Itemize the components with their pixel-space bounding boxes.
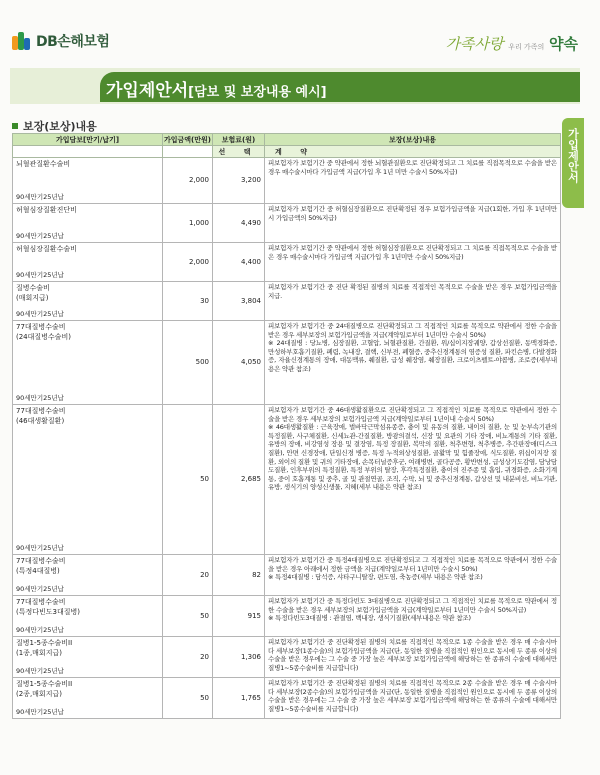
coverage-cell	[13, 596, 163, 637]
coverage-cell	[13, 321, 163, 405]
description-cell	[265, 204, 561, 243]
amount-cell: 50	[163, 596, 213, 637]
description-text: 피보험자가 보험기간 중 진단확정된 질병의 치료를 직접적인 목적으로 2종 수술을 받은 경우 매 수술시마다 세부보장(2종수술)의 보험가입금액을 지급(단, 동일한 질병을 직접적인 원인으로 동시에 두 종류 이상의 수술을 받은 경우에는 그 수술 중 가장 높은 세부보장 보험가입금액에 해당하는 한 종류의 수술에 대해서만 질병1~5종수술비를 지급합니다)	[268, 679, 557, 713]
description-cell	[265, 678, 561, 719]
slogan-small: 우리 가족의	[508, 43, 545, 51]
description-text: 피보험자가 보험기간 중 진단 확정된 질병의 치료를 직접적인 목적으로 수술을 받은 경우 보험가입금액을 지급.	[268, 283, 557, 300]
premium-cell: 4,050	[213, 321, 265, 405]
coverage-name: 77대질병수술비 (특정4대질병)	[16, 557, 66, 575]
coverage-term: 90세만기25년납	[16, 193, 64, 201]
db-logo-icon	[12, 30, 32, 52]
description-text: 피보험자가 보험기간 중 약관에서 정한 허혈심장질환으로 진단확정되고 그 치료를 직접목적으로 수술을 받은 경우 매수술시마다 가입금액 지급(가입 후 1년미만 수술시 50%지급)	[268, 244, 557, 261]
slogan-main: 가족사랑	[445, 35, 504, 53]
amount-cell: 2,000	[163, 158, 213, 204]
table-row	[13, 596, 561, 637]
col-premium: 보험료(원)	[213, 134, 265, 146]
db-logo	[12, 30, 109, 52]
page-title	[106, 76, 327, 101]
coverage-term: 90세만기25년납	[16, 667, 64, 675]
description-cell	[265, 321, 561, 405]
description-text: 피보험자가 보험기간 중 특정다빈도 3대질병으로 진단확정되고 그 직접적인 치료를 목적으로 약관에서 정한 수술을 받은 경우 세부보장의 보험가입금액을 지급(계약일로부터 1년미만 수술시 50%지급)	[268, 597, 557, 614]
coverage-name: 77대질병수술비 (특정다빈도3대질병)	[16, 598, 81, 616]
table-row	[13, 204, 561, 243]
coverage-name: 뇌혈관질환수술비	[16, 160, 71, 168]
section-title: 보장(보상)내용	[23, 120, 97, 133]
coverage-name: 77대질병수술비 (46대생활질환)	[16, 407, 66, 425]
slogan-end: 약속	[549, 35, 578, 53]
description-cell	[265, 637, 561, 678]
title-main: 가입제안서	[106, 81, 189, 101]
coverage-name: 질병1-5종수술비II (2종,매회지급)	[16, 680, 73, 698]
amount-cell: 30	[163, 282, 213, 321]
col-description: 보장(보상)내용	[265, 134, 561, 146]
amount-cell: 1,000	[163, 204, 213, 243]
slogan	[445, 33, 578, 54]
col-contract: 계 약	[265, 146, 561, 158]
coverage-name: 허혈심장질환진단비	[16, 206, 77, 214]
description-cell	[265, 243, 561, 282]
description-text: 피보험자가 보험기간 중 특정4대질병으로 진단확정되고 그 직접적인 치료를 목적으로 약관에서 정한 수술을 받은 경우 아래에서 정한 금액을 지급(계약일로부터 1년미만 수술시 50%)	[268, 556, 557, 573]
description-cell	[265, 596, 561, 637]
description-cell	[265, 555, 561, 596]
description-text: 피보험자가 보험기간 중 24대질병으로 진단확정되고 그 직접적인 치료를 목적으로 약관에서 정한 수술을 받은 경우 세부보장의 보험가입금액을 지급(계약일로부터 1년미만 수술시 50%)	[268, 322, 557, 339]
coverage-term: 90세만기25년납	[16, 310, 64, 318]
premium-cell: 915	[213, 596, 265, 637]
table-row	[13, 243, 561, 282]
coverage-cell	[13, 243, 163, 282]
coverage-cell	[13, 637, 163, 678]
premium-cell: 82	[213, 555, 265, 596]
coverage-cell	[13, 555, 163, 596]
section-header	[12, 118, 97, 134]
coverage-name: 77대질병수술비 (24대질병수술비)	[16, 323, 71, 341]
coverage-term: 90세만기25년납	[16, 585, 64, 593]
brand-name: DB손해보험	[36, 34, 110, 50]
premium-cell: 4,400	[213, 243, 265, 282]
coverage-name: 허혈심장질환수술비	[16, 245, 77, 253]
table-row	[13, 405, 561, 555]
coverage-cell	[13, 158, 163, 204]
description-text: 피보험자가 보험기간 중 진단확정된 질병의 치료를 직접적인 목적으로 1종 수술을 받은 경우 매 수술시마다 세부보장(1종수술)의 보험가입금액을 지급(단, 동일한 질병을 직접적인 원인으로 동시에 두 종류 이상의 수술을 받은 경우에는 그 수술 중 가장 높은 세부보장 보험가입금액에 해당하는 한 종류의 수술에 대해서만 질병1~5종수술비를 지급합니다)	[268, 638, 557, 672]
premium-cell: 4,490	[213, 204, 265, 243]
section-bullet-icon	[12, 123, 18, 129]
description-text: 피보험자가 보험기간 중 약관에서 정한 뇌혈관질환으로 진단확정되고 그 치료를 직접목적으로 수술을 받은 경우 매수술시마다 가입금액 지급(가입 후 1년 미만 수술시 50%지급)	[268, 159, 557, 176]
premium-cell: 1,306	[213, 637, 265, 678]
side-tab[interactable]	[562, 118, 584, 208]
col-coverage: 가입담보[만기/납기]	[13, 134, 163, 146]
table-row	[13, 158, 561, 204]
title-sub: [담보 및 보장내용 예시]	[188, 85, 327, 100]
coverage-term: 90세만기25년납	[16, 394, 64, 402]
premium-cell: 1,765	[213, 678, 265, 719]
table-row	[13, 555, 561, 596]
description-text: 피보험자가 보험기간 중 46대생활질환으로 진단확정되고 그 직접적인 치료를 목적으로 약관에서 정한 수술을 받은 경우 세부보장의 보험가입금액 지급(계약일로부터 1년이내 수술시 50%)	[268, 406, 557, 423]
coverage-term: 90세만기25년납	[16, 271, 64, 279]
coverage-name: 질병1-5종수술비II (1종,매회지급)	[16, 639, 73, 657]
coverage-cell	[13, 678, 163, 719]
amount-cell: 50	[163, 405, 213, 555]
premium-cell: 3,200	[213, 158, 265, 204]
description-cell	[265, 405, 561, 555]
description-note: ※ 특정다빈도3대질병 : 관절염, 백내장, 생식기질환(세부내용은 약관 참조)	[268, 614, 471, 623]
coverage-term: 90세만기25년납	[16, 544, 64, 552]
table-row	[13, 282, 561, 321]
description-cell	[265, 158, 561, 204]
amount-cell: 500	[163, 321, 213, 405]
coverage-term: 90세만기25년납	[16, 232, 64, 240]
description-note: ※ 특정4대질병 : 담석증, 샤타구니탈장, 편도염, 축농증(세부 내용은 약관 참조)	[268, 573, 483, 582]
amount-cell: 2,000	[163, 243, 213, 282]
side-tab-label: 가입제안서	[566, 128, 580, 183]
description-note: ※ 24대질병 : 당뇨병, 심장질환, 고혈압, 뇌혈관질환, 간질환, 위/십이지장궤양, 갑상선질환, 동맥경화증, 만성하부호흡기질환, 폐렴, 녹내장, 결핵, 신부전, 폐혈증, 중추신경계통의 염증성 질환, 파킨슨병, 다발경화증, 자율신경계통의 장애, 대동맥류, 췌질환, 급성 췌장염, 췌장질환, 크로이츠펠트-야콥병, 조로증(세부내용은 약관 참조)	[268, 339, 557, 373]
amount-cell: 20	[163, 555, 213, 596]
col-selection: 선 택	[213, 146, 265, 158]
table-row	[13, 321, 561, 405]
amount-cell: 50	[163, 678, 213, 719]
coverage-cell	[13, 204, 163, 243]
premium-cell: 2,685	[213, 405, 265, 555]
coverage-cell	[13, 282, 163, 321]
table-row	[13, 678, 561, 719]
description-note: ※ 46대생활질환 : 근육장애, 벌바닥근막섬유종증, 충이 및 유동의 질환, 내이의 질환, 눈 및 눈부속기관의 특정질환, 사구체질환, 신세뇨관-간질질환, 방광의결석, 신장 및 요관의 기타 장애, 비뇨계통의 기타 질환, 유방의 장애, 비강염성 장용 및 결장염, 특정 장질환, 복막의 질환, 척추변형, 척추병증, 추간판장애(디스크질환), 안면 신경장애, 단일신경 병증, 특정 누적외상성질환, 골활막 및 힘줄장애, 식도질환, 위십이지장 질환, 외이의 질환 및 귀의 기타장애, 손목터널증후군, 여래병변, 골다공증, 황반변성, 급성상기도감염, 담낭담도질환, 인후부위의 특정질환, 특정 부위의 탈장, 후각특정질환, 충이의 진주종 및 흡입, 귀경화증, 소화기계통, 중이 호흡계통 및 중추, 골 및 관절연골, 조직, 수막, 뇌 및 중추신경계통, 갑상선 및 내분비선, 비뇨기관, 유방, 생식기의 양성신생물, 지혜(세부 내용은 약관 참조)	[268, 423, 557, 492]
table-row	[13, 637, 561, 678]
coverage-cell	[13, 405, 163, 555]
premium-cell: 3,804	[213, 282, 265, 321]
description-text: 피보험자가 보험기간 중 허혈심장질환으로 진단확정된 경우 보험가입금액을 지급(1회한, 가입 후 1년미만시 가입금액의 50%지급)	[268, 205, 557, 222]
col-amount: 가입금액(만원)	[164, 135, 211, 144]
amount-cell: 20	[163, 637, 213, 678]
coverage-name: 질병수술비 (매회지급)	[16, 284, 50, 302]
coverage-table	[12, 133, 561, 719]
coverage-term: 90세만기25년납	[16, 626, 64, 634]
coverage-term: 90세만기25년납	[16, 708, 64, 716]
description-cell	[265, 282, 561, 321]
